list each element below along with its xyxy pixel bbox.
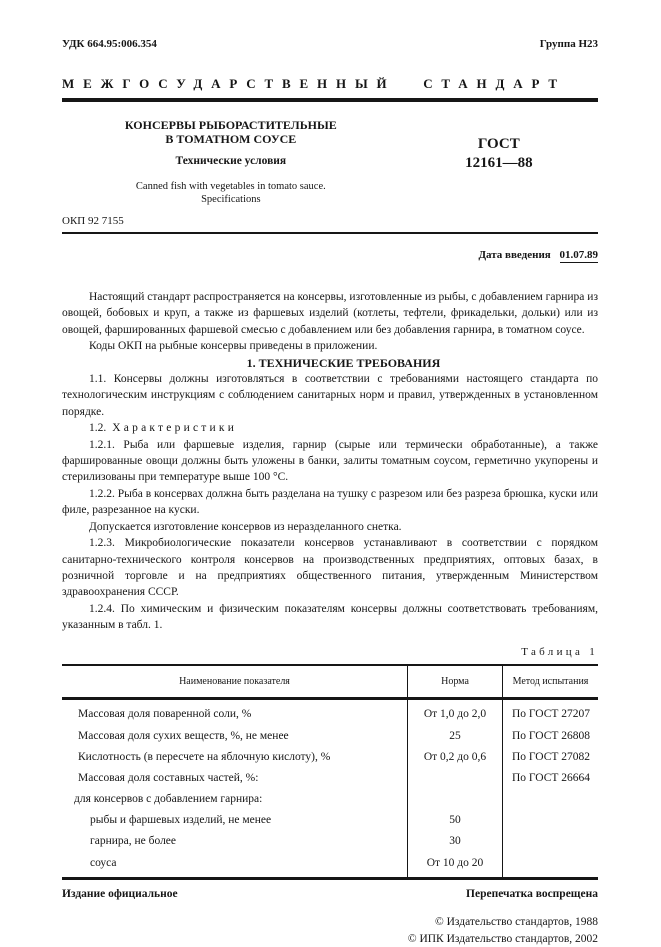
table-row bbox=[62, 725, 598, 746]
cell-method bbox=[503, 810, 598, 831]
copyright-block bbox=[62, 914, 598, 947]
page-footer bbox=[62, 888, 598, 900]
gost-word: ГОСТ bbox=[477, 136, 520, 152]
cell-name: гарнира, не более bbox=[90, 835, 177, 848]
table-row bbox=[62, 810, 598, 831]
table-row bbox=[62, 789, 598, 810]
cell-norm: 30 bbox=[407, 831, 503, 852]
cell-method: По ГОСТ 26808 bbox=[512, 729, 591, 742]
title-zone bbox=[62, 118, 598, 206]
reprint-prohibited-note: Перепечатка воспрещена bbox=[466, 888, 598, 901]
cell-method bbox=[503, 852, 598, 877]
clause-1-2-2: 1.2.2. Рыба в консервах должна быть разделана на тушку с разрезом или без разреза брюшка, куски или филе, разрезанное на куски. bbox=[62, 487, 598, 517]
intro-paragraph-2: Коды ОКП на рыбные консервы приведены в приложении. bbox=[89, 340, 378, 353]
section-1-heading: 1. ТЕХНИЧЕСКИЕ ТРЕБОВАНИЯ bbox=[246, 355, 441, 370]
top-rule bbox=[62, 98, 598, 102]
cell-norm: От 0,2 до 0,6 bbox=[407, 746, 503, 767]
standard-type-label: МЕЖГОСУДАРСТВЕННЫЙ СТАНДАРТ bbox=[62, 76, 566, 91]
clause-1-2-4: 1.2.4. По химическим и физическим показателям консервы должны соответствовать требованиям, указанным в табл. 1. bbox=[62, 602, 598, 632]
cell-method: По ГОСТ 27082 bbox=[512, 750, 591, 763]
clause-1-2-2-note: Допускается изготовление консервов из неразделанного снетка. bbox=[89, 520, 402, 533]
doc-title-en bbox=[62, 180, 400, 206]
cell-norm: От 10 до 20 bbox=[407, 852, 503, 877]
cell-name: Массовая доля составных частей, %: bbox=[78, 771, 259, 784]
cell-method: По ГОСТ 26664 bbox=[512, 771, 591, 784]
title-block bbox=[62, 118, 400, 206]
cell-norm bbox=[407, 789, 503, 810]
cell-method bbox=[503, 789, 598, 810]
cell-name: для консервов с добавлением гарнира: bbox=[74, 793, 263, 806]
introduction-date-label: Дата введения bbox=[478, 249, 551, 261]
mid-rule bbox=[62, 232, 598, 234]
table-row bbox=[62, 700, 598, 725]
doc-title-line1: КОНСЕРВЫ РЫБОРАСТИТЕЛЬНЫЕ bbox=[124, 118, 337, 132]
cell-name: рыбы и фаршевых изделий, не менее bbox=[90, 814, 272, 827]
column-header-norm: Норма bbox=[407, 666, 503, 697]
cell-method: По ГОСТ 27207 bbox=[512, 708, 591, 721]
official-edition-note: Издание официальное bbox=[62, 888, 178, 901]
cell-norm bbox=[407, 768, 503, 789]
introduction-date bbox=[62, 249, 598, 261]
cell-norm: От 1,0 до 2,0 bbox=[407, 700, 503, 725]
udk-code: УДК 664.95:006.354 bbox=[62, 38, 157, 50]
cell-norm: 50 bbox=[407, 810, 503, 831]
doc-title-en-line2: Specifications bbox=[201, 194, 261, 205]
clause-1-1: 1.1. Консервы должны изготовляться в соответствии с требованиями настоящего стандарта по технологическим инструкциям с соблюдением санитарных норм и правил, утвержденных в установленном порядке. bbox=[62, 373, 598, 418]
copyright-line-1988: © Издательство стандартов, 1988 bbox=[434, 916, 598, 929]
doc-title-en-line1: Canned fish with vegetables in tomato sauce. bbox=[135, 181, 326, 192]
intro-paragraph-1: Настоящий стандарт распространяется на консервы, изготовленные из рыбы, с добавлением гарнира из овощей, бобовых и круп, а также из фаршевых изделий (котлеты, тефтели, фрикадельки, дольки) или из овощей, фаршированных фаршевой смесью с добавлением или без добавления гарнира, в томатном соусе. bbox=[62, 291, 598, 336]
requirements-table bbox=[62, 664, 598, 880]
cell-name: соуса bbox=[90, 856, 117, 869]
cell-method bbox=[503, 831, 598, 852]
column-header-method: Метод испытания bbox=[512, 675, 589, 687]
copyright-line-2002: © ИПК Издательство стандартов, 2002 bbox=[407, 932, 598, 945]
column-header-name: Наименование показателя bbox=[179, 675, 290, 687]
clause-1-2-number: 1.2. bbox=[89, 422, 107, 435]
table-row bbox=[62, 768, 598, 789]
document-body bbox=[62, 289, 598, 880]
okp-code: ОКП 92 7155 bbox=[62, 215, 124, 227]
gost-designation bbox=[400, 118, 598, 206]
clause-1-2-1: 1.2.1. Рыба или фаршевые изделия, гарнир (сырые или термически обработанные), а также фаршированные овощи должны быть уложены в банки, залиты томатным соусом, герметично укупорены и стерилизованы при температуре выше 100 °С. bbox=[62, 438, 598, 484]
group-code: Группа Н23 bbox=[539, 38, 598, 50]
table-row bbox=[62, 852, 598, 877]
gost-number: 12161—88 bbox=[465, 155, 533, 171]
doc-title-line2: В ТОМАТНОМ СОУСЕ bbox=[165, 132, 297, 146]
clause-1-2 bbox=[62, 420, 598, 436]
cell-norm: 25 bbox=[407, 725, 503, 746]
doc-title-ru bbox=[62, 118, 400, 146]
clause-1-2-3: 1.2.3. Микробиологические показатели консервов устанавливают в соответствии с порядком санитарно-технического контроля консервов на производственных предприятиях, оптовых базах, в розничной торговле и на предприятиях общественного питания, утвержденным Министерством здравоохранения СССР. bbox=[62, 537, 598, 599]
table-header-row bbox=[62, 666, 598, 700]
cell-name: Массовая доля сухих веществ, %, не менее bbox=[78, 729, 289, 742]
table-body bbox=[62, 700, 598, 877]
clause-1-2-title: Характеристики bbox=[112, 422, 238, 435]
page-header bbox=[62, 38, 598, 50]
cell-name: Кислотность (в пересчете на яблочную кислоту), % bbox=[78, 750, 331, 763]
table-row bbox=[62, 831, 598, 852]
doc-subtitle: Технические условия bbox=[175, 155, 287, 167]
cell-name: Массовая доля поваренной соли, % bbox=[78, 708, 252, 721]
table-label: Таблица 1 bbox=[521, 645, 598, 658]
table-row bbox=[62, 746, 598, 767]
introduction-date-value: 01.07.89 bbox=[559, 249, 598, 261]
